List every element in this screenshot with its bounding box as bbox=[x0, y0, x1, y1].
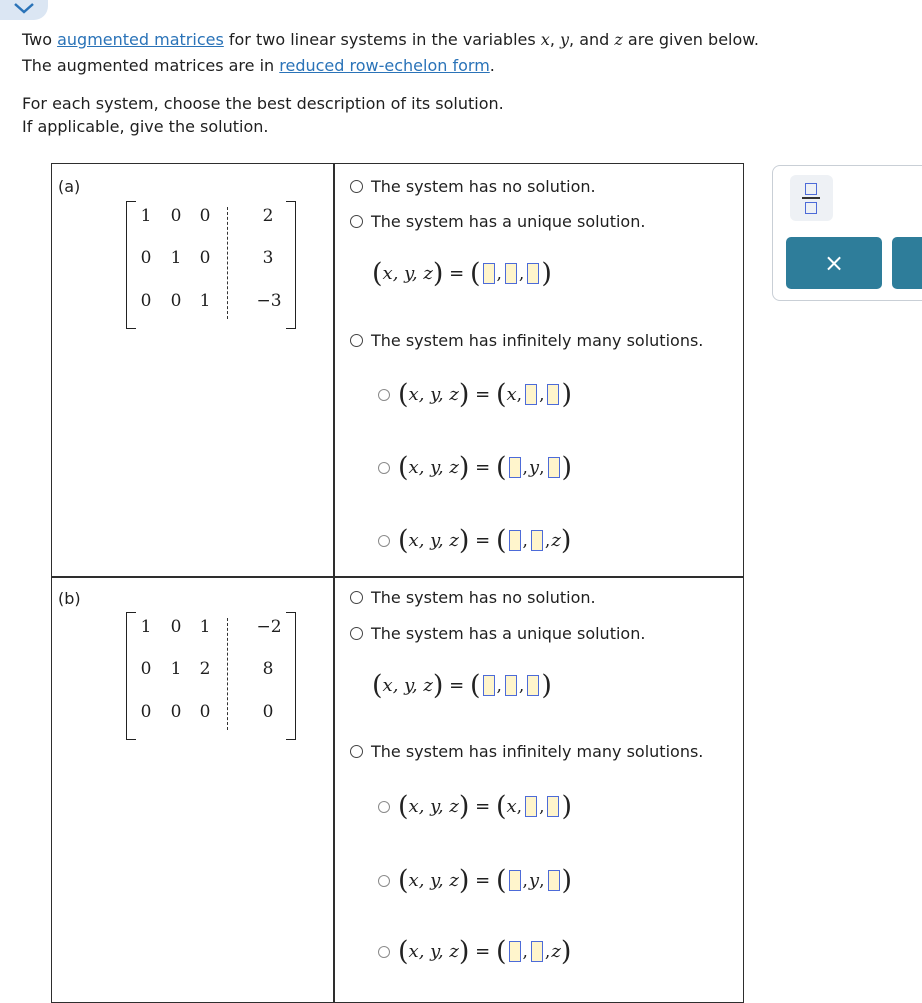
matrix-entry: 2 bbox=[199, 659, 211, 679]
matrix-entry: −2 bbox=[256, 617, 282, 637]
answer-box-x[interactable] bbox=[483, 675, 495, 696]
radio-button[interactable] bbox=[350, 745, 363, 758]
radio-button[interactable] bbox=[350, 334, 363, 347]
intro-line-4: If applicable, give the solution. bbox=[22, 117, 269, 136]
matrix-entry: 0 bbox=[199, 206, 211, 226]
column-divider bbox=[333, 164, 335, 1002]
matrix-entry: 0 bbox=[262, 702, 274, 722]
part-a-option-no-solution[interactable]: The system has no solution. bbox=[350, 177, 596, 196]
clear-button[interactable] bbox=[786, 237, 882, 289]
intro-line-1: Two augmented matrices for two linear systems in the variables x, y, and z are given below. bbox=[22, 30, 759, 49]
augment-divider bbox=[227, 618, 228, 730]
radio-button[interactable] bbox=[350, 215, 363, 228]
answer-box-x[interactable] bbox=[509, 530, 521, 551]
answer-box-z[interactable] bbox=[548, 870, 560, 891]
radio-button[interactable] bbox=[378, 535, 390, 547]
answer-box-z[interactable] bbox=[547, 796, 559, 817]
answer-box-x[interactable] bbox=[509, 870, 521, 891]
augmented-matrices-link[interactable]: augmented matrices bbox=[57, 30, 224, 49]
part-a-infinite-option-y-free[interactable]: ( x, y, z ) = ( , y , ) bbox=[378, 454, 572, 481]
part-a-label: (a) bbox=[58, 177, 81, 196]
answer-box-x[interactable] bbox=[509, 457, 521, 478]
part-b-infinite-option-y-free[interactable]: ( x, y, z ) = ( , y , ) bbox=[378, 867, 572, 894]
right-bracket bbox=[286, 612, 296, 740]
close-icon: × bbox=[823, 249, 845, 277]
part-a-infinite-option-x-free[interactable]: ( x, y, z ) = ( x , , ) bbox=[378, 381, 572, 408]
radio-button[interactable] bbox=[350, 591, 363, 604]
answer-box-x[interactable] bbox=[483, 263, 495, 284]
part-b-label: (b) bbox=[58, 589, 81, 608]
collapse-toggle[interactable] bbox=[0, 0, 48, 20]
matrix-entry: 0 bbox=[170, 206, 182, 226]
part-b-matrix bbox=[126, 612, 296, 738]
matrix-entry: −3 bbox=[256, 291, 282, 311]
matrix-entry: 0 bbox=[199, 702, 211, 722]
right-bracket bbox=[286, 201, 296, 329]
part-b-option-no-solution[interactable]: The system has no solution. bbox=[350, 588, 596, 607]
matrix-entry: 1 bbox=[170, 659, 182, 679]
matrix-entry: 3 bbox=[262, 248, 274, 268]
matrix-entry: 1 bbox=[140, 617, 152, 637]
part-a-matrix bbox=[126, 201, 296, 327]
part-b-infinite-option-x-free[interactable]: ( x, y, z ) = ( x , , ) bbox=[378, 793, 572, 820]
part-b-infinite-option-z-free[interactable]: ( x, y, z ) = ( , , z ) bbox=[378, 938, 571, 965]
radio-button[interactable] bbox=[350, 180, 363, 193]
matrix-entry: 0 bbox=[199, 248, 211, 268]
answer-box-y[interactable] bbox=[531, 941, 543, 962]
question-table bbox=[51, 163, 744, 1003]
radio-button[interactable] bbox=[378, 801, 390, 813]
radio-button[interactable] bbox=[350, 627, 363, 640]
math-tool-panel bbox=[772, 165, 922, 301]
matrix-entry: 0 bbox=[140, 248, 152, 268]
augment-divider bbox=[227, 207, 228, 319]
answer-box-z[interactable] bbox=[527, 675, 539, 696]
matrix-entry: 0 bbox=[140, 659, 152, 679]
matrix-entry: 1 bbox=[140, 206, 152, 226]
next-tool-button[interactable] bbox=[892, 237, 922, 289]
part-b-option-infinite[interactable]: The system has infinitely many solutions. bbox=[350, 742, 703, 761]
intro-line-3: For each system, choose the best description of its solution. bbox=[22, 94, 504, 113]
answer-box-y[interactable] bbox=[525, 384, 537, 405]
matrix-entry: 0 bbox=[140, 702, 152, 722]
part-b-option-unique[interactable]: The system has a unique solution. bbox=[350, 624, 645, 643]
row-divider bbox=[52, 576, 743, 578]
radio-button[interactable] bbox=[378, 946, 390, 958]
matrix-entry: 1 bbox=[199, 291, 211, 311]
answer-box-z[interactable] bbox=[548, 457, 560, 478]
intro-line-2: The augmented matrices are in reduced row-echelon form. bbox=[22, 56, 495, 75]
part-a-option-unique[interactable]: The system has a unique solution. bbox=[350, 212, 645, 231]
radio-button[interactable] bbox=[378, 462, 390, 474]
matrix-entry: 0 bbox=[140, 291, 152, 311]
answer-box-y[interactable] bbox=[525, 796, 537, 817]
rref-link[interactable]: reduced row-echelon form bbox=[279, 56, 490, 75]
matrix-entry: 2 bbox=[262, 206, 274, 226]
radio-button[interactable] bbox=[378, 389, 390, 401]
answer-box-z[interactable] bbox=[527, 263, 539, 284]
part-a-infinite-option-z-free[interactable]: ( x, y, z ) = ( , , z ) bbox=[378, 527, 571, 554]
matrix-entry: 1 bbox=[199, 617, 211, 637]
fraction-button[interactable] bbox=[790, 175, 833, 221]
part-a-unique-solution-row: ( x, y, z ) = ( , , ) bbox=[372, 258, 552, 289]
answer-box-x[interactable] bbox=[509, 941, 521, 962]
answer-box-y[interactable] bbox=[505, 263, 517, 284]
matrix-entry: 0 bbox=[170, 617, 182, 637]
answer-box-y[interactable] bbox=[505, 675, 517, 696]
part-a-option-infinite[interactable]: The system has infinitely many solutions. bbox=[350, 331, 703, 350]
radio-button[interactable] bbox=[378, 875, 390, 887]
matrix-entry: 1 bbox=[170, 248, 182, 268]
chevron-down-icon bbox=[12, 0, 36, 18]
part-b-unique-solution-row: ( x, y, z ) = ( , , ) bbox=[372, 670, 552, 701]
matrix-entry: 0 bbox=[170, 291, 182, 311]
matrix-entry: 0 bbox=[170, 702, 182, 722]
matrix-entry: 8 bbox=[262, 659, 274, 679]
answer-box-z[interactable] bbox=[547, 384, 559, 405]
answer-box-y[interactable] bbox=[531, 530, 543, 551]
